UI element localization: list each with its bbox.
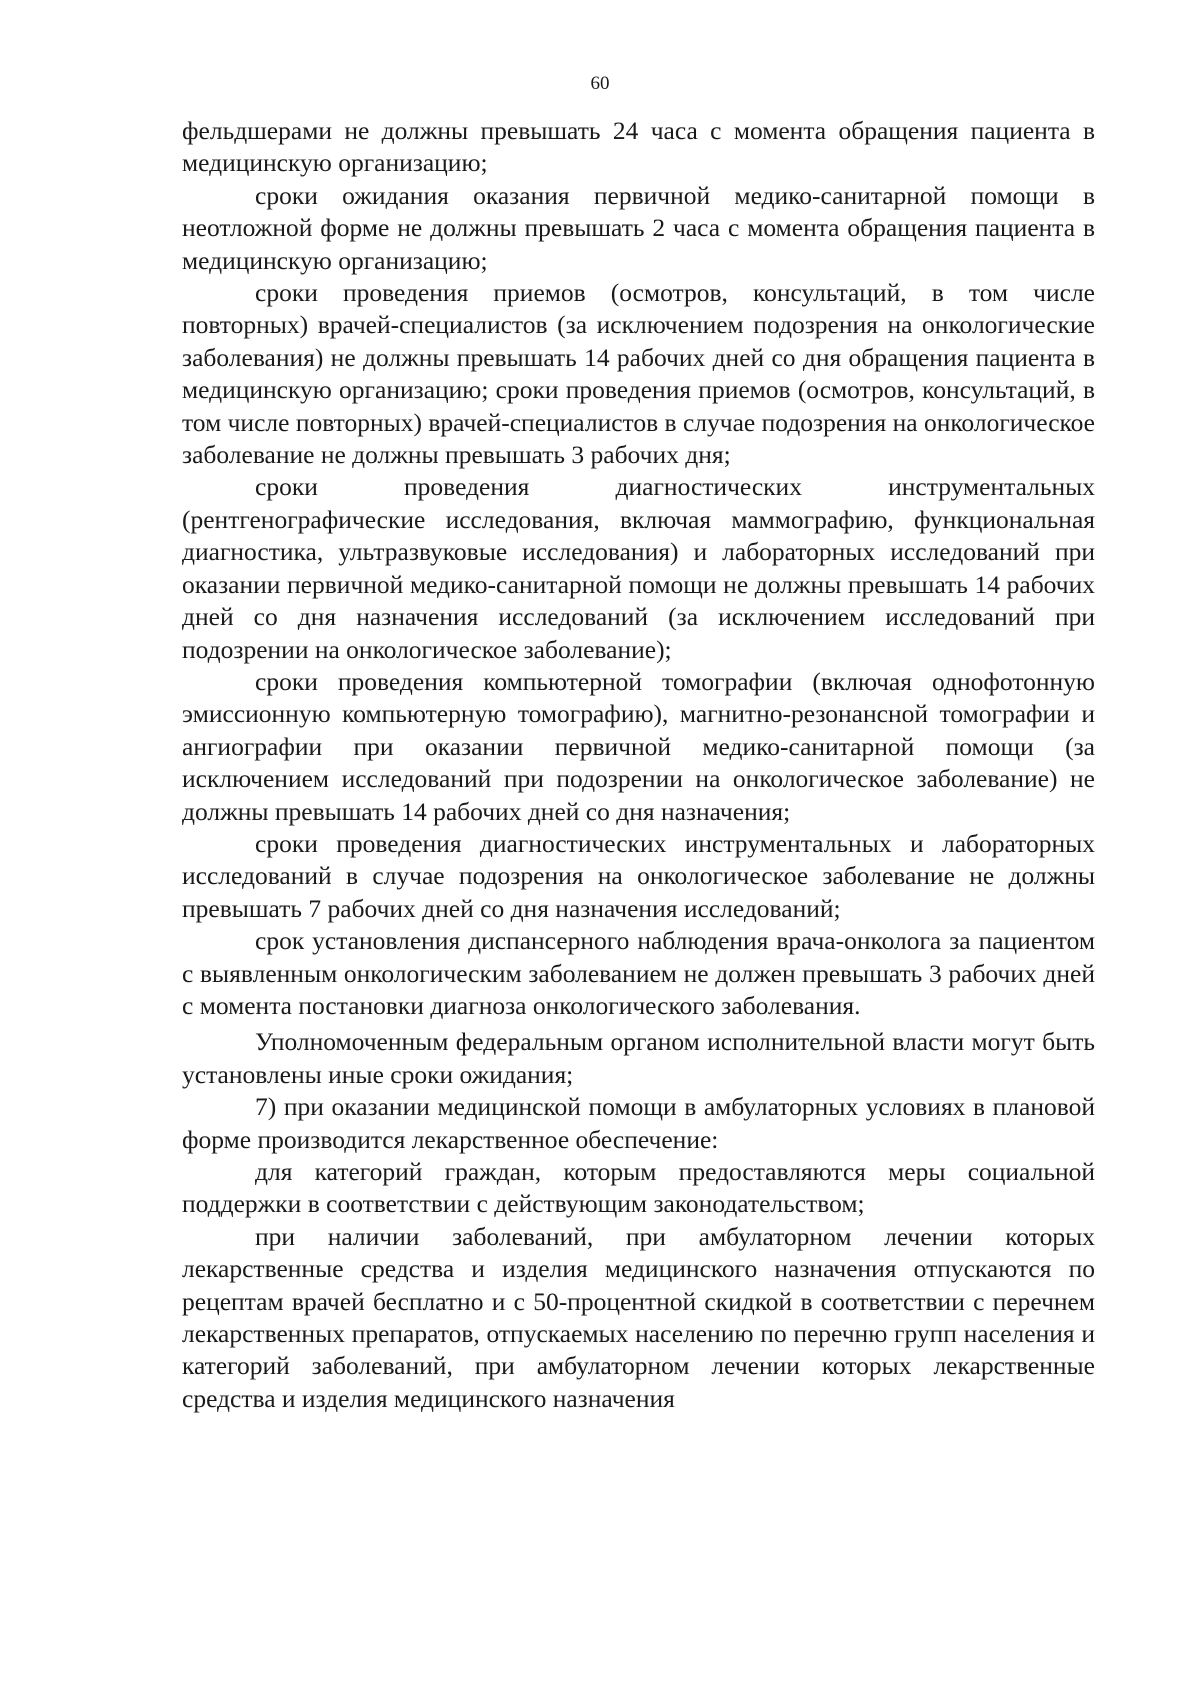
paragraph-5: сроки проведения компьютерной томографии (включая однофотонную эмиссионную компьютерную томографию), магнитно-резонансной томографии и ангиографии при оказании первичной медико-санитарной помощи (за исключением исследований при подозрении на онкологическое заболевание) не должны превышать 14 рабочих дней со дня назначения; <box>182 666 1095 826</box>
paragraph-9: 7) при оказании медицинской помощи в амбулаторных условиях в плановой форме производится лекарственное обеспечение: <box>182 1092 1095 1154</box>
document-body <box>182 115 1095 1415</box>
page-number: 60 <box>590 73 610 94</box>
paragraph-7: срок установления диспансерного наблюдения врача-онколога за пациентом с выявленным онкологическим заболеванием не должен превышать 3 рабочих дней с момента постановки диагноза онкологического заболевания. <box>182 926 1095 1020</box>
paragraph-1: фельдшерами не должны превышать 24 часа с момента обращения пациента в медицинскую организацию; <box>182 116 1095 178</box>
paragraph-2: сроки ожидания оказания первичной медико-санитарной помощи в неотложной форме не должны превышать 2 часа с момента обращения пациента в медицинскую организацию; <box>182 180 1095 275</box>
paragraph-8: Уполномоченным федеральным органом исполнительной власти могут быть установлены иные сроки ожидания; <box>182 1027 1095 1089</box>
paragraph-4: сроки проведения диагностических инструментальных (рентгенографические исследования, включая маммографию, функциональная диагностика, ультразвуковые исследования) и лабораторных исследований при оказании первичной медико-санитарной помощи не должны превышать 14 рабочих дней со дня назначения исследований (за исключением исследований при подозрении на онкологическое заболевание); <box>182 472 1095 664</box>
paragraph-11: при наличии заболеваний, при амбулаторном лечении которых лекарственные средства и изделия медицинского назначения отпускаются по рецептам врачей бесплатно и с 50-процентной скидкой в соответствии с перечнем лекарственных препаратов, отпускаемых населению по перечню групп населения и категорий заболеваний, при амбулаторном лечении которых лекарственные средства и изделия медицинского назначения <box>182 1221 1095 1413</box>
paragraph-10: для категорий граждан, которым предоставляются меры социальной поддержки в соответствии с действующим законодательством; <box>182 1157 1095 1219</box>
paragraph-3: сроки проведения приемов (осмотров, консультаций, в том числе повторных) врачей-специалистов (за исключением подозрения на онкологические заболевания) не должны превышать 14 рабочих дней со дня обращения пациента в медицинскую организацию; сроки проведения приемов (осмотров, консультаций, в том числе повторных) врачей-специалистов в случае подозрения на онкологическое заболевание не должны превышать 3 рабочих дня; <box>182 278 1095 470</box>
paragraph-6: сроки проведения диагностических инструментальных и лабораторных исследований в случае подозрения на онкологическое заболевание не должны превышать 7 рабочих дней со дня назначения исследований; <box>182 828 1095 923</box>
